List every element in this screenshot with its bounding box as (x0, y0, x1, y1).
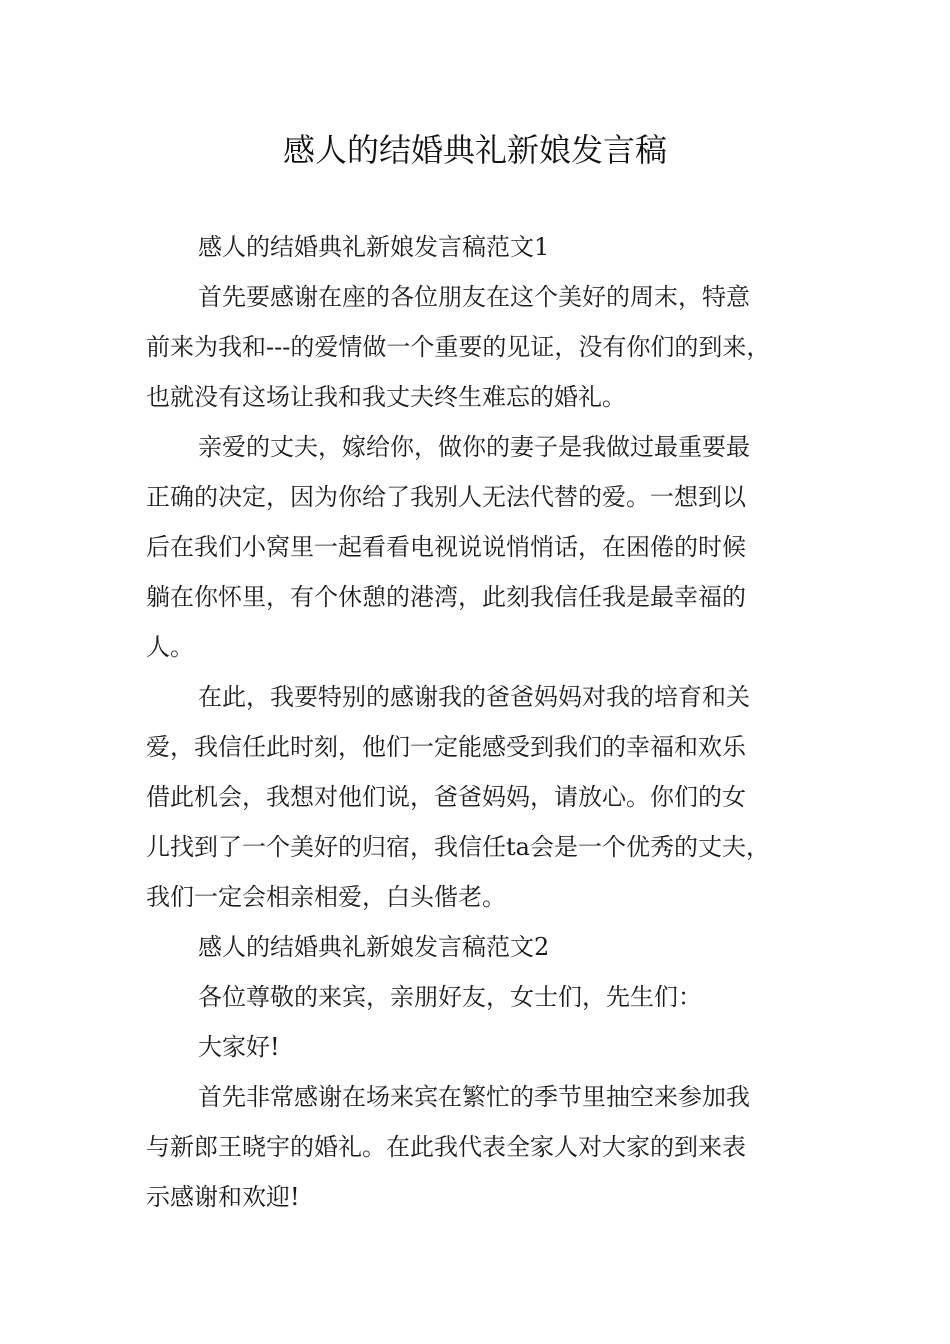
text-line: 借此机会，我想对他们说，爸爸妈妈，请放心。你们的女 (146, 783, 746, 811)
text-line: 我们一定会相亲相爱，白头偕老。 (146, 883, 506, 911)
paragraph (146, 222, 810, 272)
text-line: 后在我们小窝里一起看看电视说说悄悄话，在困倦的时候 (146, 533, 746, 561)
page-title: 感人的结婚典礼新娘发言稿 (282, 131, 667, 169)
text-line: 与新郎王晓宇的婚礼。在此我代表全家人对大家的到来表 (146, 1133, 746, 1161)
text-line: 大家好! (198, 1033, 280, 1061)
paragraph (146, 672, 810, 922)
text-line: 正确的决定，因为你给了我别人无法代替的爱。一想到以 (146, 483, 746, 511)
paragraph (146, 922, 810, 972)
text-line: 示感谢和欢迎! (146, 1183, 300, 1211)
text-line: 首先要感谢在座的各位朋友在这个美好的周末，特意 (198, 283, 750, 311)
paragraph (146, 1072, 810, 1222)
text-line: 感人的结婚典礼新娘发言稿范文1 (198, 233, 550, 261)
text-line: 在此，我要特别的感谢我的爸爸妈妈对我的培育和关 (198, 683, 750, 711)
text-line: 亲爱的丈夫，嫁给你，做你的妻子是我做过最重要最 (198, 433, 750, 461)
paragraph (146, 972, 810, 1022)
text-line: 躺在你怀里，有个休憩的港湾，此刻我信任我是最幸福的 (146, 583, 746, 611)
paragraph (146, 1022, 810, 1072)
text-line: 儿找到了一个美好的归宿，我信任ta会是一个优秀的丈夫， (146, 833, 770, 861)
section-heading: 感人的结婚典礼新娘发言稿范文2 (198, 933, 550, 961)
text-line: 人。 (146, 633, 194, 661)
text-line: 各位尊敬的来宾，亲朋好友，女士们，先生们： (198, 983, 702, 1011)
paragraph (146, 272, 810, 422)
paragraph (146, 422, 810, 672)
text-line: 前来为我和---的爱情做一个重要的见证，没有你们的到来， (146, 333, 771, 361)
document-body (146, 222, 810, 1222)
text-line: 爱，我信任此时刻，他们一定能感受到我们的幸福和欢乐 (146, 733, 746, 761)
text-line: 首先非常感谢在场来宾在繁忙的季节里抽空来参加我 (198, 1083, 750, 1111)
text-line: 也就没有这场让我和我丈夫终生难忘的婚礼。 (146, 383, 626, 411)
